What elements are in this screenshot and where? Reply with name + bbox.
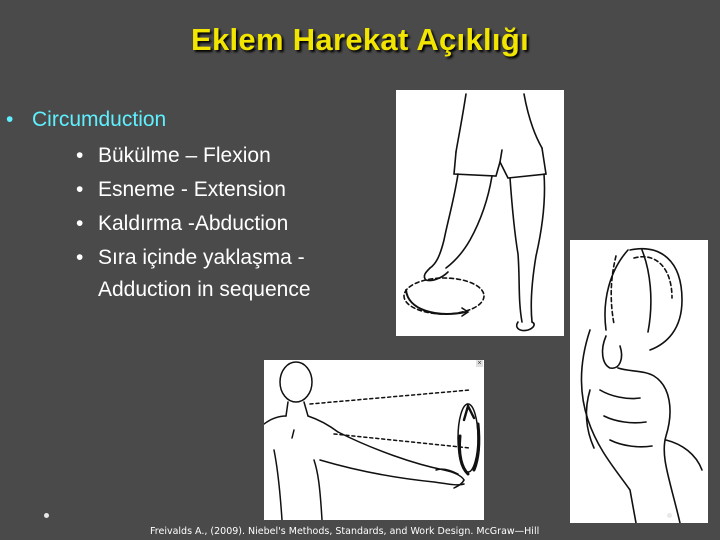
leg-circumduction-image — [396, 90, 564, 336]
citation-text: Freivalds A., (2009). Niebel's Methods, Standards, and Work Design. McGraw—Hill — [150, 526, 540, 537]
corner-dot-icon — [44, 513, 49, 518]
sub-bullet — [76, 144, 271, 168]
arm-circumduction-image — [264, 360, 484, 520]
sub-bullet — [76, 246, 305, 270]
arm-drawing-icon — [264, 360, 484, 520]
sub-bullet-label: Bükülme – Flexion — [98, 144, 271, 167]
hand-drawing-icon — [570, 240, 708, 523]
sub-bullet-label: Esneme - Extension — [98, 178, 286, 201]
bullet-dot-icon: • — [76, 212, 84, 235]
close-icon: × — [477, 360, 482, 367]
sub-bullet — [76, 212, 288, 236]
bullet-main — [6, 108, 166, 132]
corner-dot-icon — [667, 513, 672, 518]
leg-drawing-icon — [396, 90, 564, 336]
sub-bullet-label: Kaldırma -Abduction — [98, 212, 289, 235]
sub-bullet-continuation — [98, 278, 311, 302]
bullet-dot-icon: • — [6, 108, 14, 131]
bullet-dot-icon: • — [76, 144, 84, 167]
bullet-dot-icon: • — [76, 246, 84, 269]
sub-bullet-label: Adduction in sequence — [98, 278, 311, 301]
bullet-main-label: Circumduction — [32, 108, 167, 131]
sub-bullet — [76, 178, 286, 202]
sub-bullet-label: Sıra içinde yaklaşma - — [98, 246, 305, 269]
bullet-dot-icon: • — [76, 178, 84, 201]
slide-title: Eklem Harekat Açıklığı — [190, 22, 529, 57]
thumb-circumduction-image — [570, 240, 708, 523]
